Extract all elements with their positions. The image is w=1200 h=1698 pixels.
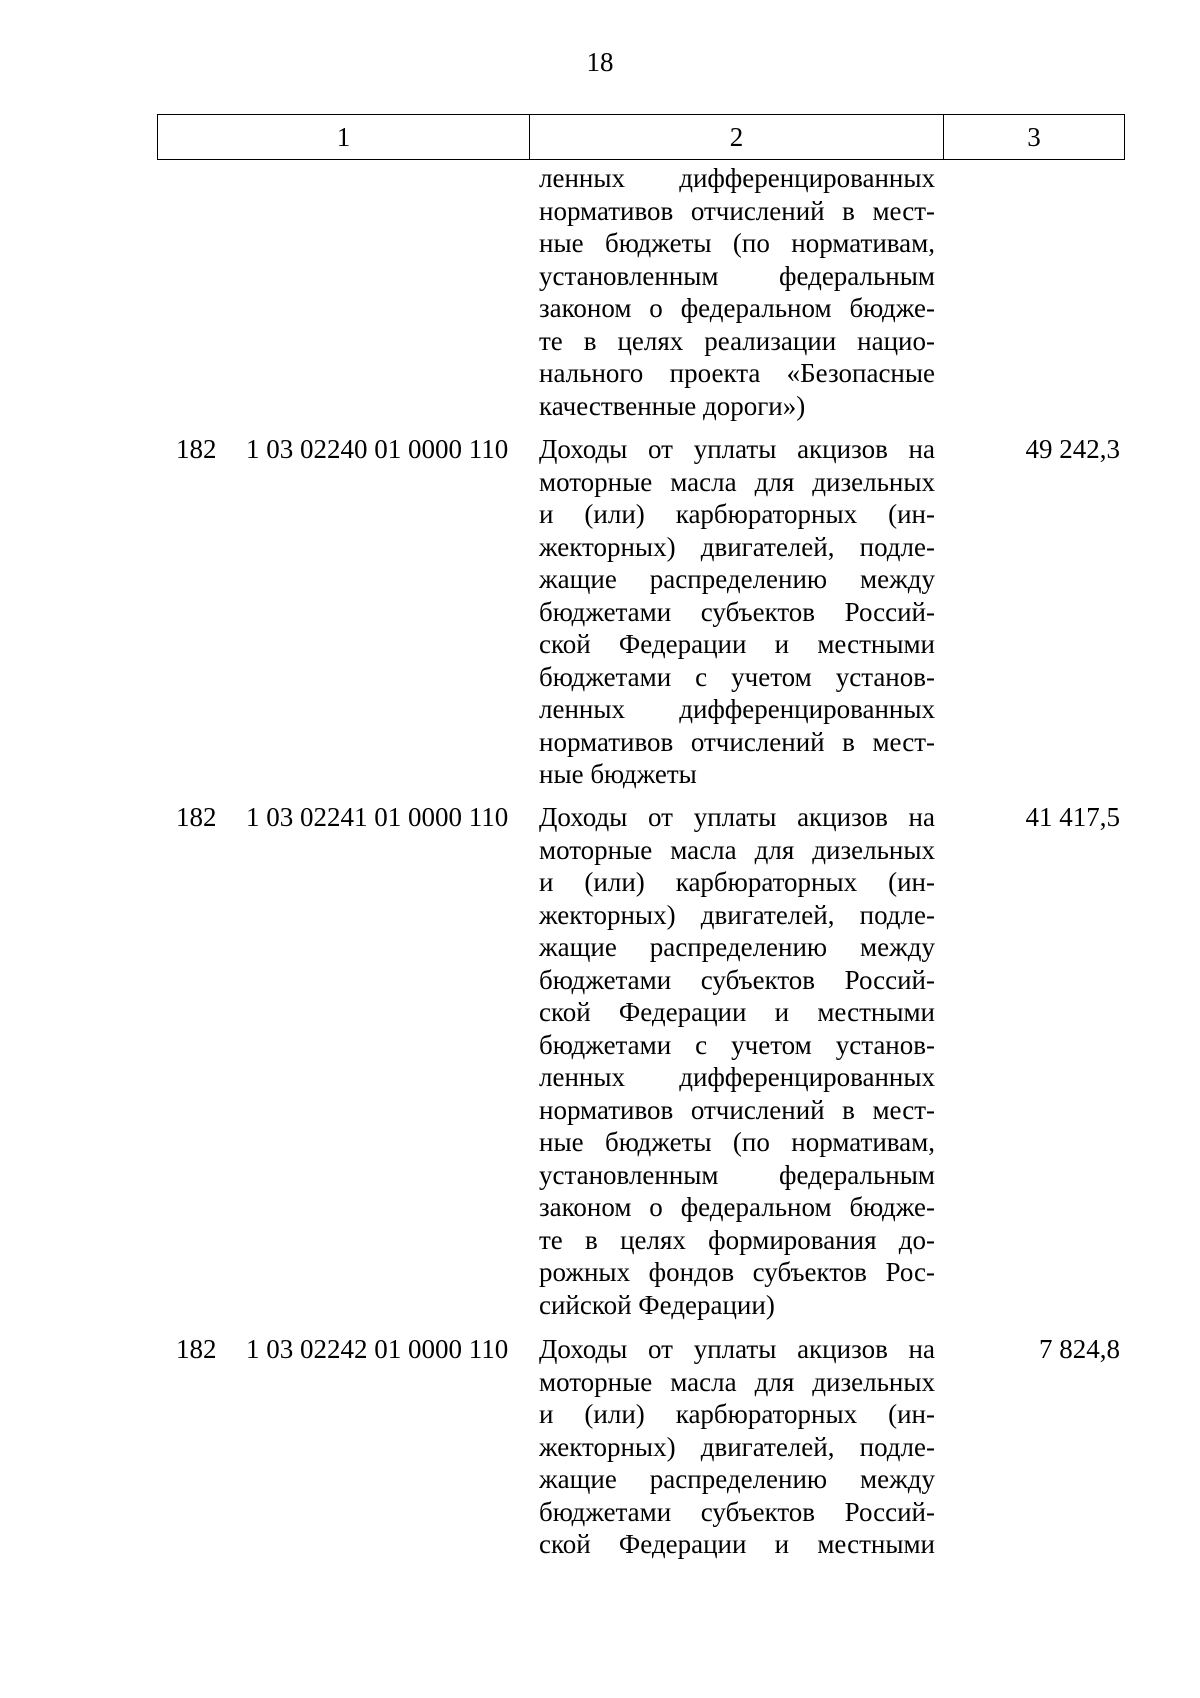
header-col-3: 3 [1027,121,1041,152]
amount-value: 7 824,8 [1039,1334,1120,1364]
description-line: бюджетами субъектов Россий- [539,1496,935,1527]
description-line: и (или) карбюраторных (ин- [539,499,935,529]
description-line: ные бюджеты [539,759,697,789]
kbk-code: 1 03 02242 01 0000 110 [246,1334,509,1364]
description-line: установленным федеральным [539,260,935,291]
description-line: бюджетами субъектов Россий- [539,596,935,627]
description-line: моторные масла для дизельных [539,834,935,865]
row-description [539,433,935,791]
description-line: ленных дифференцированных [539,694,935,724]
description-line: нормативов отчислений в мест- [539,726,935,757]
description-line: моторные масла для дизельных [539,1366,935,1397]
description-line: те в целях реализации нацио- [539,325,935,356]
continuation-description [539,162,935,422]
description-line: законом о федеральном бюдже- [539,293,935,323]
description-line: бюджетами с учетом установ- [539,661,935,692]
description-line: ской Федерации и местными [539,1529,935,1559]
description-line: жекторных) двигателей, подле- [539,531,935,562]
description-line: Доходы от уплаты акцизов на [539,802,935,832]
description-line: и (или) карбюраторных (ин- [539,1399,935,1429]
description-line: нального проекта «Безопасные [539,358,935,388]
description-line: ленных дифференцированных [539,1062,935,1092]
amount-value: 41 417,5 [1025,802,1120,832]
table-header [157,114,1125,160]
description-line: жекторных) двигателей, подле- [539,1431,935,1462]
description-line: качественные дороги») [539,390,806,421]
row-description [539,801,935,1321]
description-line: нормативов отчислений в мест- [539,1094,935,1125]
description-line: жащие распределению между [539,1464,935,1494]
description-line: ской Федерации и местными [539,629,935,659]
kbk-code: 1 03 02241 01 0000 110 [246,802,509,832]
description-line: ской Федерации и местными [539,997,935,1027]
description-line: и (или) карбюраторных (ин- [539,867,935,897]
description-line: сийской Федерации) [539,1289,775,1320]
description-line: установленным федеральным [539,1159,935,1190]
admin-code: 182 [176,1334,217,1364]
admin-code: 182 [176,434,217,464]
description-line: рожных фондов субъектов Рос- [539,1257,935,1287]
header-col-1: 1 [158,115,530,159]
description-line: нормативов отчислений в мест- [539,195,935,226]
description-line: ные бюджеты (по нормативам, [539,1127,935,1157]
kbk-code: 1 03 02240 01 0000 110 [246,434,509,464]
admin-code: 182 [176,802,217,832]
header-col-2: 2 [530,115,944,159]
description-line: ленных дифференцированных [539,163,935,193]
description-line: Доходы от уплаты акцизов на [539,434,935,464]
description-line: законом о федеральном бюдже- [539,1192,935,1222]
description-line: бюджетами субъектов Россий- [539,964,935,995]
page-number: 18 [586,47,614,77]
description-line: Доходы от уплаты акцизов на [539,1334,935,1364]
description-line: бюджетами с учетом установ- [539,1029,935,1060]
description-line: моторные масла для дизельных [539,466,935,497]
row-description [539,1333,935,1561]
description-line: ные бюджеты (по нормативам, [539,228,935,258]
description-line: жащие распределению между [539,564,935,594]
description-line: жащие распределению между [539,932,935,962]
amount-value: 49 242,3 [1025,434,1120,464]
description-line: жекторных) двигателей, подле- [539,899,935,930]
description-line: те в целях формирования до- [539,1224,935,1255]
